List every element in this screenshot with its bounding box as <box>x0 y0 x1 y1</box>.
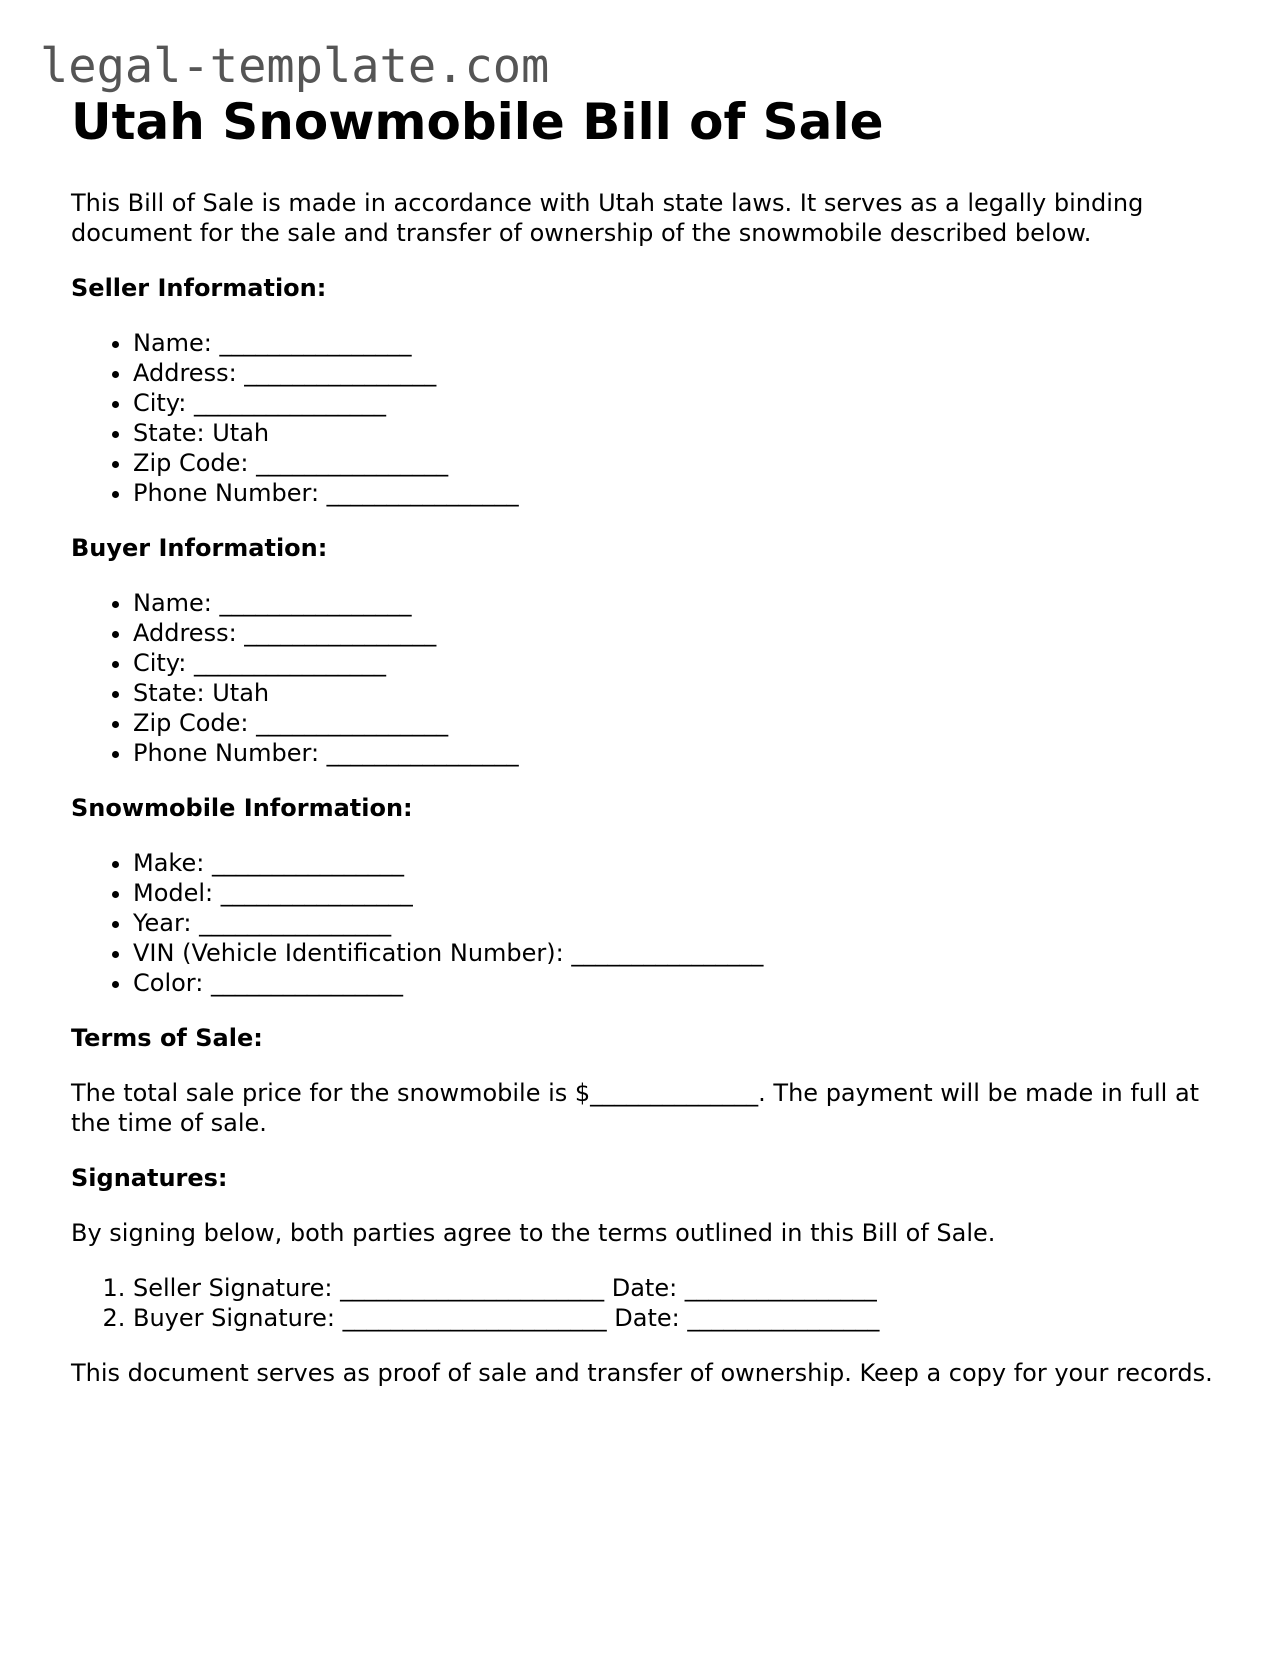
buyer-state-item: • State: Utah <box>133 678 1221 708</box>
seller-zip-item: • Zip Code: ________________ <box>133 448 1221 478</box>
seller-heading: Seller Information: <box>71 274 327 302</box>
seller-state-item: • State: Utah <box>133 418 1221 448</box>
document-title: Utah Snowmobile Bill of Sale <box>71 93 884 151</box>
seller-signature-item: 1. Seller Signature: ______________________ Date: ________________ <box>133 1273 1221 1303</box>
buyer-list <box>71 588 1221 768</box>
snowmobile-color-item: • Color: ________________ <box>133 968 1221 998</box>
buyer-phone-item: • Phone Number: ________________ <box>133 738 1221 768</box>
snowmobile-make-item: • Make: ________________ <box>133 848 1221 878</box>
buyer-signature-item: 2. Buyer Signature: ______________________ Date: ________________ <box>133 1303 1221 1333</box>
watermark-text: legal-template.com <box>40 39 550 94</box>
signatures-paragraph: By signing below, both parties agree to the terms outlined in this Bill of Sale. <box>71 1219 996 1247</box>
buyer-city-item: • City: ________________ <box>133 648 1221 678</box>
buyer-zip-item: • Zip Code: ________________ <box>133 708 1221 738</box>
signatures-heading: Signatures: <box>71 1164 228 1192</box>
terms-heading: Terms of Sale: <box>71 1024 263 1052</box>
seller-list <box>71 328 1221 508</box>
seller-address-item: • Address: ________________ <box>133 358 1221 388</box>
intro-paragraph: This Bill of Sale is made in accordance with Utah state laws. It serves as a legally binding document for the sale and transfer of ownership of the snowmobile described below. <box>71 189 1144 247</box>
buyer-heading: Buyer Information: <box>71 534 328 562</box>
snowmobile-heading: Snowmobile Information: <box>71 794 413 822</box>
snowmobile-list <box>71 848 1221 998</box>
closing-paragraph: This document serves as proof of sale and transfer of ownership. Keep a copy for your records. <box>71 1359 1213 1387</box>
seller-name-item: • Name: ________________ <box>133 328 1221 358</box>
seller-phone-item: • Phone Number: ________________ <box>133 478 1221 508</box>
document-body <box>71 88 1221 1388</box>
seller-city-item: • City: ________________ <box>133 388 1221 418</box>
terms-paragraph: The total sale price for the snowmobile is $______________. The payment will be made in full at the time of sale. <box>71 1079 1200 1137</box>
buyer-address-item: • Address: ________________ <box>133 618 1221 648</box>
snowmobile-year-item: • Year: ________________ <box>133 908 1221 938</box>
buyer-name-item: • Name: ________________ <box>133 588 1221 618</box>
signatures-list <box>71 1273 1221 1333</box>
snowmobile-model-item: • Model: ________________ <box>133 878 1221 908</box>
snowmobile-vin-item: • VIN (Vehicle Identification Number): ________________ <box>133 938 1221 968</box>
